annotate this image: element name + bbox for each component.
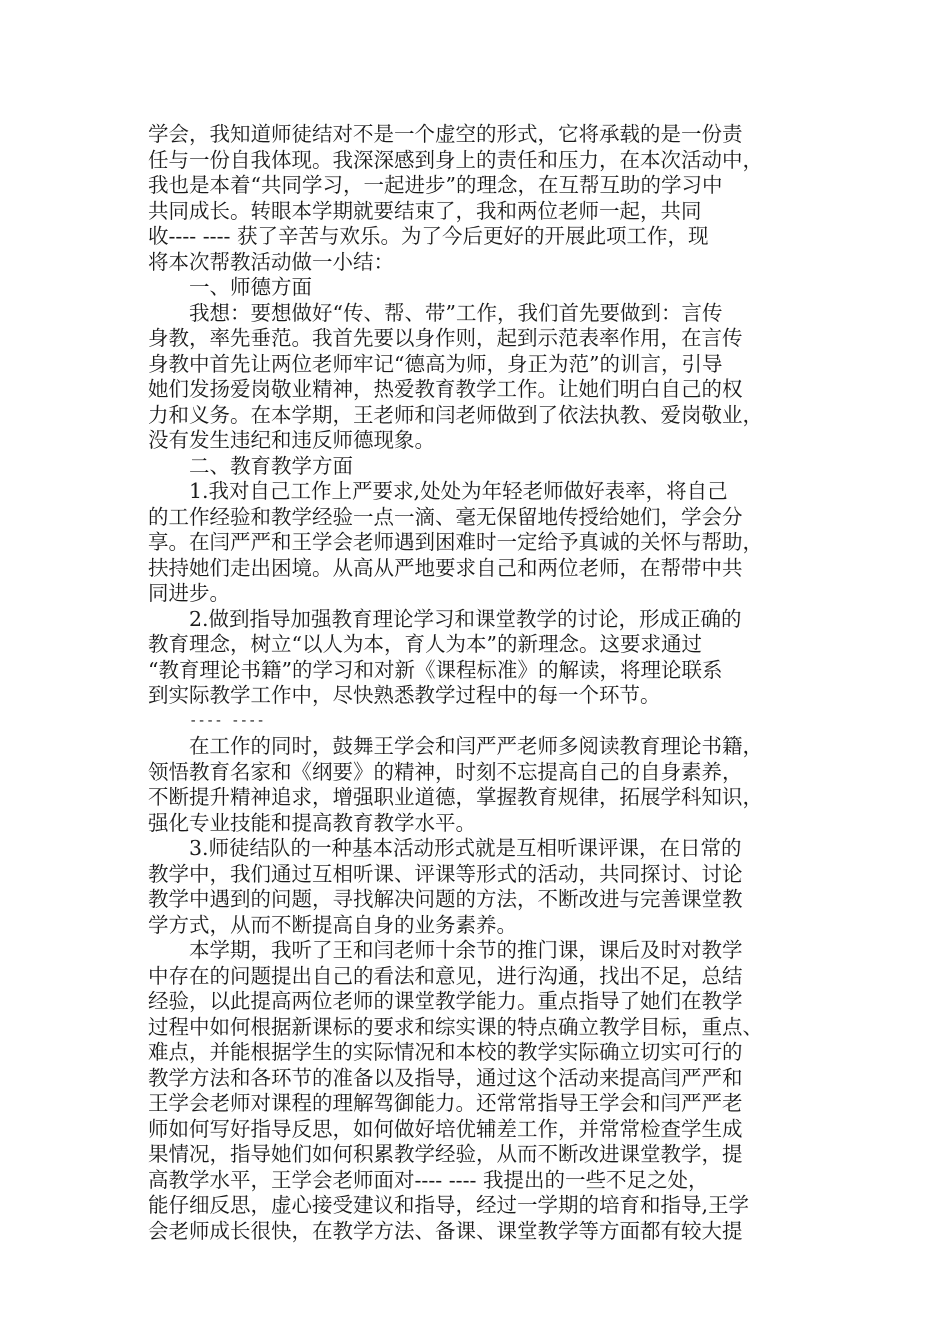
text-line: 收---- ---- 获了辛苦与欢乐。为了今后更好的开展此项工作，现 (148, 224, 709, 248)
text-line: 在工作的同时，鼓舞王学会和闫严严老师多阅读教育理论书籍， (189, 734, 763, 758)
text-line: 不断提升精神追求，增强职业道德，掌握教育规律，拓展学科知识， (148, 785, 763, 809)
text-line: 享。在闫严严和王学会老师遇到困难时一定给予真诚的关怀与帮助， (148, 530, 763, 554)
text-line: 学会，我知道师徒结对不是一个虚空的形式，它将承载的是一份责 (148, 122, 743, 146)
separator-dashes: ---- ---- (189, 712, 265, 729)
text-line: 扶持她们走出困境。从高从严地要求自己和两位老师，在帮带中共 (148, 555, 743, 580)
text-line: 我也是本着“共同学习，一起进步”的理念，在互帮互助的学习中 (148, 173, 723, 197)
text-line: 教育理念，树立“以人为本，育人为本”的新理念。这要求通过 (148, 632, 702, 656)
document-body (148, 122, 808, 1244)
text-line: 难点，并能根据学生的实际情况和本校的教学实际确立切实可行的 (148, 1040, 743, 1064)
text-line: 王学会老师对课程的理解驾御能力。还常常指导王学会和闫严严老 (148, 1091, 743, 1115)
text-line: 她们发扬爱岗敬业精神，热爱教育教学工作。让她们明白自己的权 (148, 377, 743, 401)
text-line: 2.做到指导加强教育理论学习和课堂教学的讨论，形成正确的 (189, 606, 742, 631)
text-line: 能仔细反思，虚心接受建议和指导，经过一学期的培育和指导,王学 (148, 1193, 750, 1217)
text-line: 会老师成长很快，在教学方法、备课、课堂教学等方面都有较大提 (148, 1218, 743, 1243)
text-line: 到实际教学工作中，尽快熟悉教学过程中的每一个环节。 (148, 683, 661, 707)
text-line: 没有发生违纪和违反师德现象。 (148, 428, 435, 452)
text-line: 过程中如何根据新课标的要求和综实课的特点确立教学目标，重点、 (148, 1014, 763, 1039)
text-line: 1.我对自己工作上严要求,处处为年轻老师做好表率，将自己 (189, 479, 728, 503)
section-heading: 二、教育教学方面 (189, 453, 353, 478)
text-line: 任与一份自我体现。我深深感到身上的责任和压力，在本次活动中， (148, 147, 763, 172)
text-line: 中存在的问题提出自己的看法和意见，进行沟通，找出不足，总结 (148, 963, 743, 988)
text-line: 力和义务。在本学期，王老师和闫老师做到了依法执教、爱岗敬业， (148, 402, 763, 427)
text-line: 高教学水平，王学会老师面对---- ---- 我提出的一些不足之处， (148, 1167, 709, 1192)
text-line: 师如何写好指导反思，如何做好培优辅差工作，并常常检查学生成 (148, 1116, 743, 1141)
text-line: 领悟教育名家和《纲要》的精神，时刻不忘提高自己的自身素养， (148, 759, 743, 784)
text-line: “教育理论书籍”的学习和对新《课程标准》的解读，将理论联系 (148, 657, 723, 682)
text-line: 我想：要想做好“传、帮、带”工作，我们首先要做到：言传 (189, 300, 723, 325)
text-line: 学方式，从而不断提高自身的业务素养。 (148, 912, 517, 937)
text-line: 经验，以此提高两位老师的课堂教学能力。重点指导了她们在教学 (148, 989, 743, 1013)
text-line: 教学中遇到的问题，寻找解决问题的方法，不断改进与完善课堂教 (148, 887, 743, 911)
text-line: 身教，率先垂范。我首先要以身作则，起到示范表率作用，在言传 (148, 326, 743, 350)
text-line: 身教中首先让两位老师牢记“德高为师，身正为范”的训言，引导 (148, 351, 723, 376)
text-line: 的工作经验和教学经验一点一滴、毫无保留地传授给她们，学会分 (148, 504, 743, 529)
text-line: 同进步。 (148, 581, 230, 605)
text-line: 教学方法和各环节的准备以及指导，通过这个活动来提高闫严严和 (148, 1065, 743, 1090)
text-line: 共同成长。转眼本学期就要结束了，我和两位老师一起，共同 (148, 198, 702, 223)
text-line: 果情况，指导她们如何积累教学经验，从而不断改进课堂教学，提 (148, 1142, 743, 1166)
section-heading: 一、师德方面 (189, 275, 312, 299)
text-line: 3.师徒结队的一种基本活动形式就是互相听课评课，在日常的 (189, 836, 742, 860)
text-line: 本学期，我听了王和闫老师十余节的推门课，课后及时对教学 (189, 938, 743, 962)
text-line: 将本次帮教活动做一小结： (148, 249, 394, 274)
text-line: 强化专业技能和提高教育教学水平。 (148, 810, 476, 835)
text-line: 教学中，我们通过互相听课、评课等形式的活动，共同探讨、讨论 (148, 861, 743, 886)
